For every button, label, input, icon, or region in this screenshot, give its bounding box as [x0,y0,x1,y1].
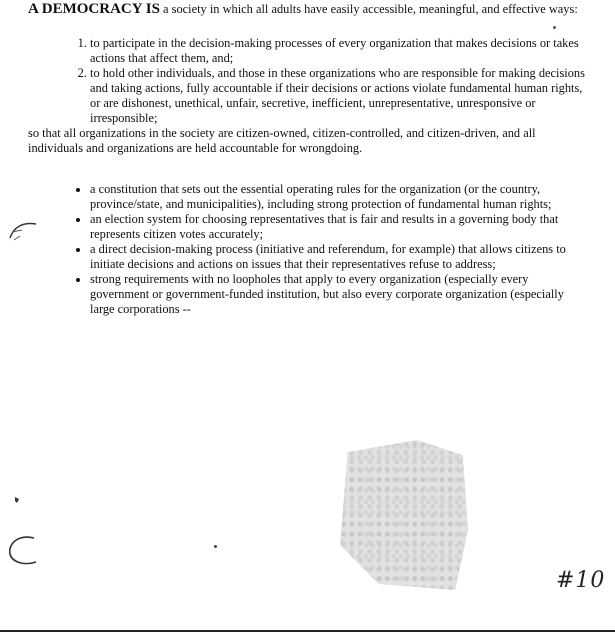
scan-speck [214,545,217,548]
scan-mark [14,496,20,504]
conclusion-paragraph: so that all organizations in the society are citizen-owned, citizen-controlled, and citizen-driven, and all individuals and organizations are held accountable for wrongdoing. [28,126,536,155]
scan-mark [6,218,40,244]
intro-paragraph [28,2,588,17]
numbered-list [74,36,590,126]
page-marker: #10 [556,568,606,593]
bullet-item: • strong requirements with no loopholes that apply to every organization (especially every government or government-funded institution, but also every corporate organization (especially large corporations -- [90,272,590,317]
bullet-item: • a constitution that sets out the essential operating rules for the organization (or the country, province/state, and municipalities), including strong protection of fundamental human rights; [90,182,590,212]
numbered-item: 1. to participate in the decision-making processes of every organization that makes decisions or takes actions that affect them, and; [90,36,590,66]
bullet-list [74,182,590,317]
bullet-item: • an election system for choosing representatives that is fair and results in a governing body that represents citizen votes accurately; [90,212,590,242]
scan-mark [4,530,40,570]
scan-stain [340,440,468,590]
intro-text: a society in which all adults have easily accessible, meaningful, and effective ways: [159,2,578,16]
intro-lead: A DEMOCRACY IS [28,1,160,17]
bottom-border [0,630,615,632]
scan-speck [553,26,556,29]
bullet-item: • a direct decision-making process (initiative and referendum, for example) that allows citizens to initiate decisions and actions on issues that their representatives refuse to address; [90,242,590,272]
numbered-item: 2. to hold other individuals, and those in these organizations who are responsible for making decisions and taking actions, fully accountable if their decisions or actions violate fundamental human rights, or are dishonest, unethical, unfair, secretive, inefficient, unrepresentative, unresponsive or irresponsible; [90,66,590,126]
